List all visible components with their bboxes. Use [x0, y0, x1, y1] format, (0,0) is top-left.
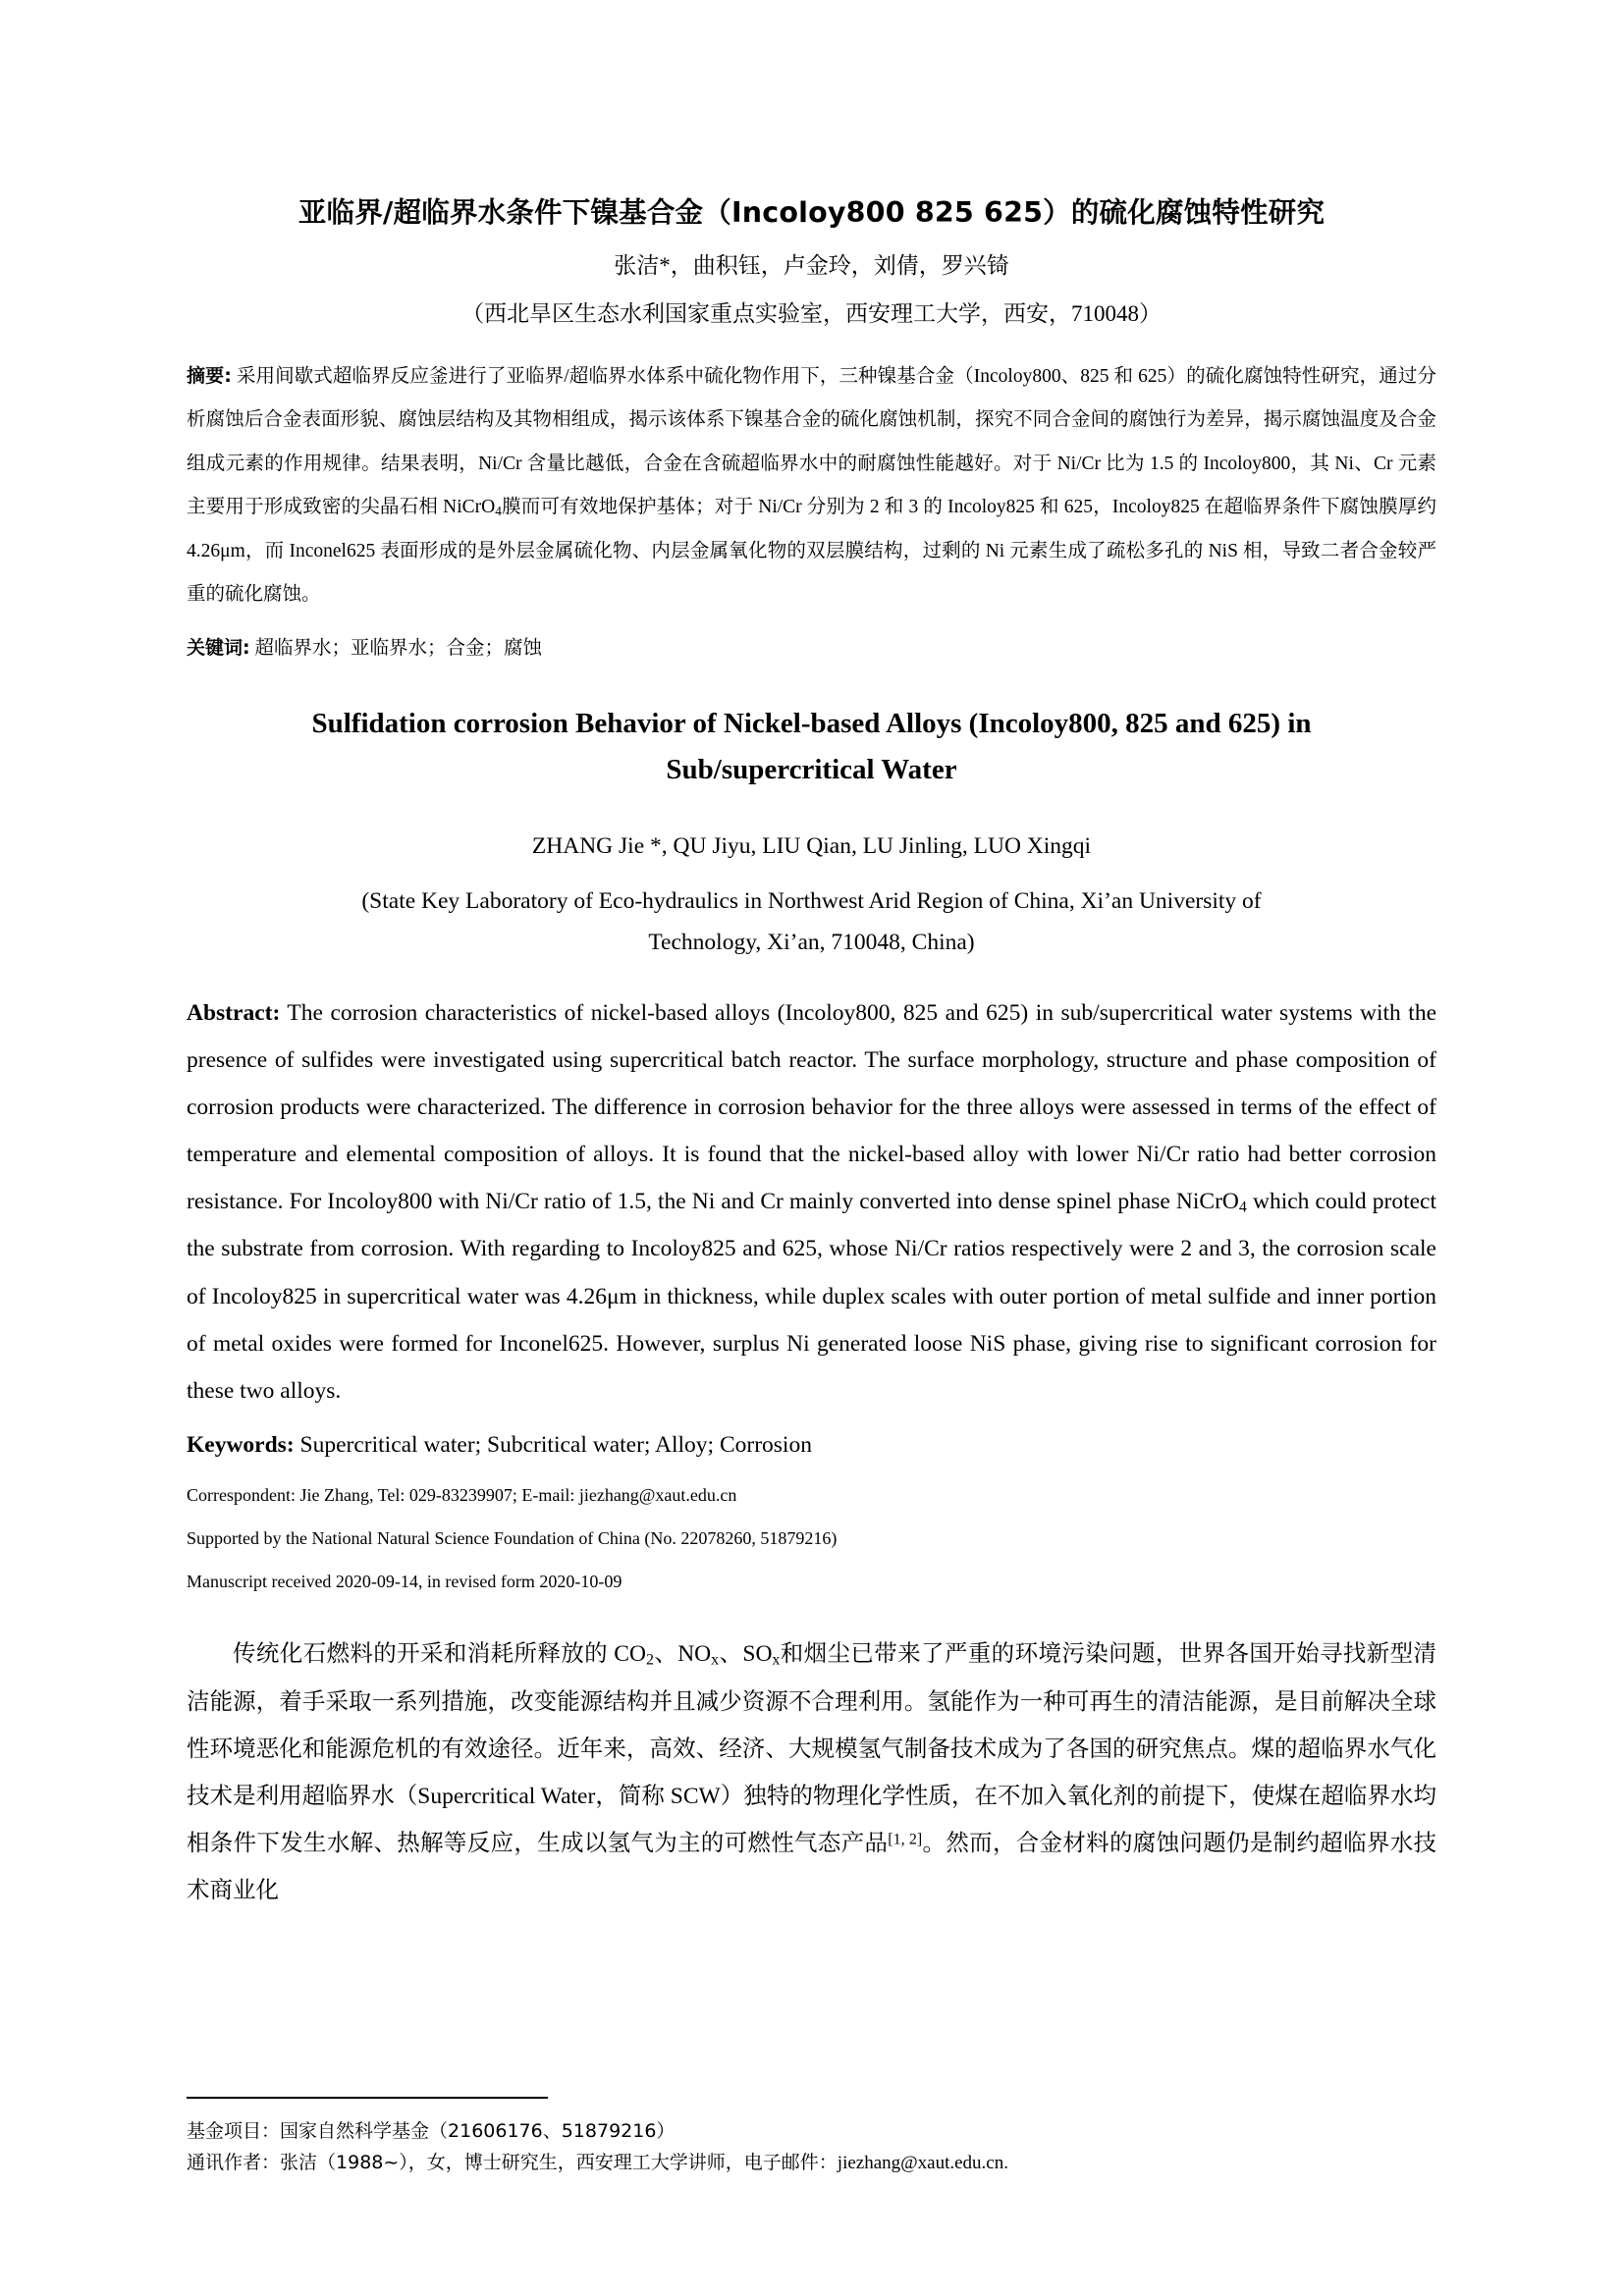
funding-line: Supported by the National Natural Science Foundation of China (No. 22078260, 51879216) [187, 1528, 838, 1549]
chinese-keywords-label: 关键词: [187, 636, 250, 659]
body-text-part5: 。然而，合金材料的腐蚀问题仍是制约超临界水技术商业化 [187, 1831, 1437, 1904]
english-abstract-subscript: 4 [1238, 1199, 1247, 1216]
english-keywords-label: Keywords: [187, 1432, 295, 1459]
body-subscript-nox: x [711, 1651, 720, 1669]
chinese-abstract-text-part2: 膜而可有效地保护基体；对于 Ni/Cr 分别为 2 和 3 的 Incoloy825 和 625，Incoloy825 在超临界条件下腐蚀膜厚约 4.26μm，而 Inconel625 表面形成的是外层金属硫化物、内层金属氧化物的双层膜结构，过剩的 Ni 元素生成了疏松多孔的 NiS 相，导致二者合金较严重的硫化腐蚀。 [187, 497, 1436, 606]
footnote-correspondent-email: jiezhang@xaut.edu.cn. [837, 2153, 1008, 2174]
english-title-line-2: Sub/supercritical Water [666, 753, 957, 785]
english-keywords-text: Supercritical water; Subcritical water; Alloy; Corrosion [299, 1432, 812, 1459]
footnote-correspondent-label: 通讯作者： [187, 2152, 281, 2174]
chinese-title: 亚临界/超临界水条件下镍基合金（Incoloy800 825 625）的硫化腐蚀特性研究 [298, 196, 1325, 229]
chinese-keywords-text: 超临界水；亚临界水；合金；腐蚀 [254, 637, 542, 659]
body-text-part3: 、SO [719, 1641, 773, 1668]
body-subscript-co2: 2 [645, 1651, 654, 1669]
chinese-keywords [187, 629, 1436, 667]
body-paragraph-1 [187, 1630, 1436, 1914]
chinese-affiliation: （西北旱区生态水利国家重点实验室，西安理工大学，西安，710048） [461, 300, 1162, 326]
citation-reference: [1, 2] [888, 1831, 923, 1848]
footnote-correspondent-text: 张洁（1988~），女，博士研究生，西安理工大学讲师，电子邮件： [280, 2152, 838, 2174]
english-affiliation [187, 881, 1436, 964]
footnote-funding [187, 2115, 1436, 2148]
footnote-block [187, 2097, 1436, 2180]
chinese-authors: 张洁*，曲积钰，卢金玲，刘倩，罗兴锜 [614, 253, 1009, 279]
footnote-divider [187, 2097, 548, 2099]
footnote-funding-text: 国家自然科学基金（21606176、51879216） [280, 2119, 676, 2142]
body-subscript-sox: x [772, 1651, 781, 1669]
english-abstract-text-part2: which could protect the substrate from corrosion. With regarding to Incoloy825 and 625, whose Ni/Cr ratios respectively were 2 and 3, the corrosion scale of Incoloy825 in supercritical water was 4.26μm in thickness, while duplex scales with outer portion of metal sulfide and inner portion of metal oxides were formed for Inconel625. However, surplus Ni generated loose NiS phase, giving rise to significant corrosion for these two alloys. [187, 1189, 1436, 1404]
chinese-abstract-subscript: 4 [495, 504, 502, 519]
english-abstract-label: Abstract: [187, 999, 281, 1026]
english-keywords [187, 1424, 1436, 1466]
chinese-abstract [187, 355, 1436, 617]
chinese-abstract-text-part1: 采用间歇式超临界反应釜进行了亚临界/超临界水体系中硫化物作用下，三种镍基合金（Incoloy800、825 和 625）的硫化腐蚀特性研究，通过分析腐蚀后合金表面形貌、腐蚀层结构及其物相组成，揭示该体系下镍基合金的硫化腐蚀机制，探究不同合金间的腐蚀行为差异，揭示腐蚀温度及合金组成元素的作用规律。结果表明，Ni/Cr 含量比越低，合金在含硫超临界水中的耐腐蚀性能越好。对于 Ni/Cr 比为 1.5 的 Incoloy800，其 Ni、Cr 元素主要用于形成致密的尖晶石相 NiCrO [187, 365, 1436, 518]
correspondent-line: Correspondent: Jie Zhang, Tel: 029-83239907; E-mail: jiezhang@xaut.edu.cn [187, 1485, 737, 1506]
english-abstract [187, 989, 1436, 1415]
manuscript-line: Manuscript received 2020-09-14, in revised form 2020-10-09 [187, 1572, 622, 1592]
english-abstract-text-part1: The corrosion characteristics of nickel-based alloys (Incoloy800, 825 and 625) in sub/supercritical water systems with the presence of sulfides were investigated using supercritical batch reactor. The surface morphology, structure and phase composition of corrosion products were characterized. The difference in corrosion behavior for the three alloys were assessed in terms of the effect of temperature and elemental composition of alloys. It is found that the nickel-based alloy with lower Ni/Cr ratio had better corrosion resistance. For Incoloy800 with Ni/Cr ratio of 1.5, the Ni and Cr mainly converted into dense spinel phase NiCrO [187, 999, 1437, 1215]
body-text-part4: 和烟尘已带来了严重的环境污染问题，世界各国开始寻找新型清洁能源，着手采取一系列措施，改变能源结构并且减少资源不合理利用。氢能作为一种可再生的清洁能源，是目前解决全球性环境恶化和能源危机的有效途径。近年来，高效、经济、大规模氢气制备技术成为了各国的研究焦点。煤的超临界水气化技术是利用超临界水（Supercritical Water，简称 SCW）独特的物理化学性质，在不加入氧化剂的前提下，使煤在超临界水均相条件下发生水解、热解等反应，生成以氢气为主的可燃性气态产品 [187, 1641, 1436, 1857]
body-text-part2: 、NO [653, 1641, 712, 1668]
chinese-abstract-label: 摘要: [187, 364, 232, 387]
footnote-funding-label: 基金项目： [187, 2119, 281, 2142]
english-authors: ZHANG Jie *, QU Jiyu, LIU Qian, LU Jinling, LUO Xingqi [531, 832, 1092, 859]
footnote-correspondent [187, 2147, 1436, 2180]
english-title-line-1: Sulfidation corrosion Behavior of Nickel-based Alloys (Incoloy800, 825 and 625) in [311, 707, 1312, 739]
body-text-part1: 传统化石燃料的开采和消耗所释放的 CO [233, 1641, 646, 1668]
english-affiliation-line-1: (State Key Laboratory of Eco-hydraulics in Northwest Arid Region of China, Xi’an University of [361, 887, 1262, 914]
english-affiliation-line-2: Technology, Xi’an, 710048, China) [648, 929, 975, 955]
english-title [187, 701, 1436, 793]
